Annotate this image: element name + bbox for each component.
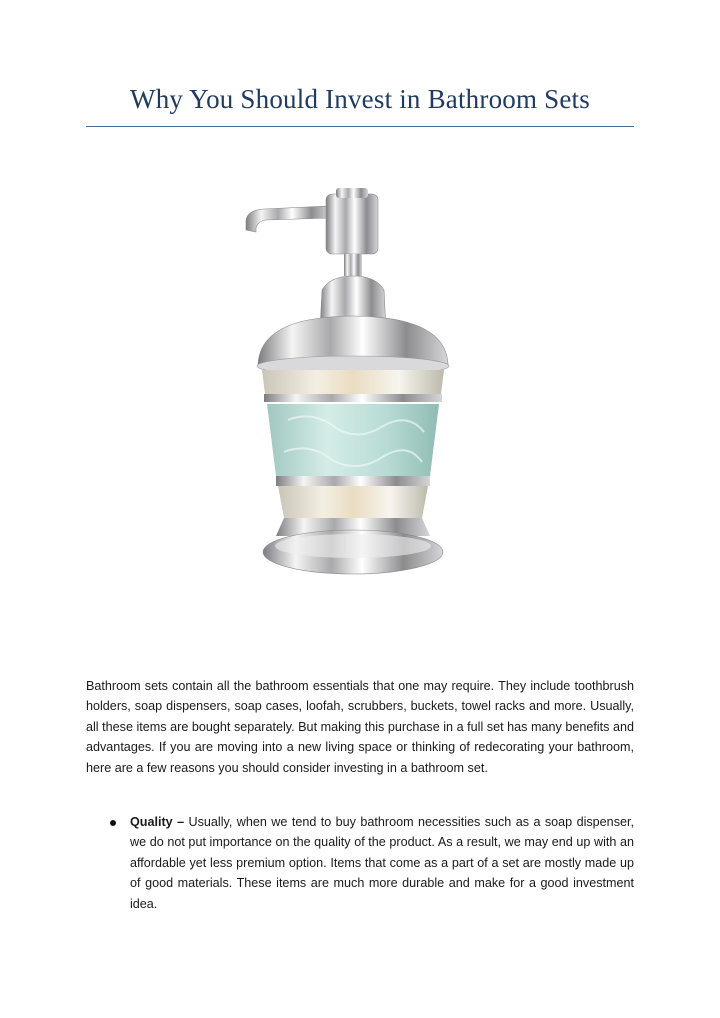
bullet-term: Quality – bbox=[130, 815, 185, 829]
bullet-icon bbox=[110, 820, 116, 826]
bullet-text: Usually, when we tend to buy bathroom necessities such as a soap dispenser, we do not put importance on the quality of the product. As a result, we may end up with an affordable yet less premium option. Items that come as a part of a set are mostly made up of good materials. These items are much more durable and make for a good investment idea. bbox=[130, 815, 634, 911]
soap-dispenser-image bbox=[218, 180, 502, 600]
intro-paragraph: Bathroom sets contain all the bathroom essentials that one may require. They include toothbrush holders, soap dispensers, soap cases, loofah, scrubbers, buckets, towel racks and more. Usually, all these items are bought separately. But making this purchase in a full set has many benefits and advantages. If you are moving into a new living space or thinking of redecorating your bathroom, here are a few reasons you should consider investing in a bathroom set. bbox=[86, 679, 634, 775]
benefits-list bbox=[86, 812, 634, 914]
title-divider bbox=[86, 126, 634, 127]
list-item bbox=[86, 812, 634, 914]
page-title: Why You Should Invest in Bathroom Sets bbox=[130, 84, 590, 114]
